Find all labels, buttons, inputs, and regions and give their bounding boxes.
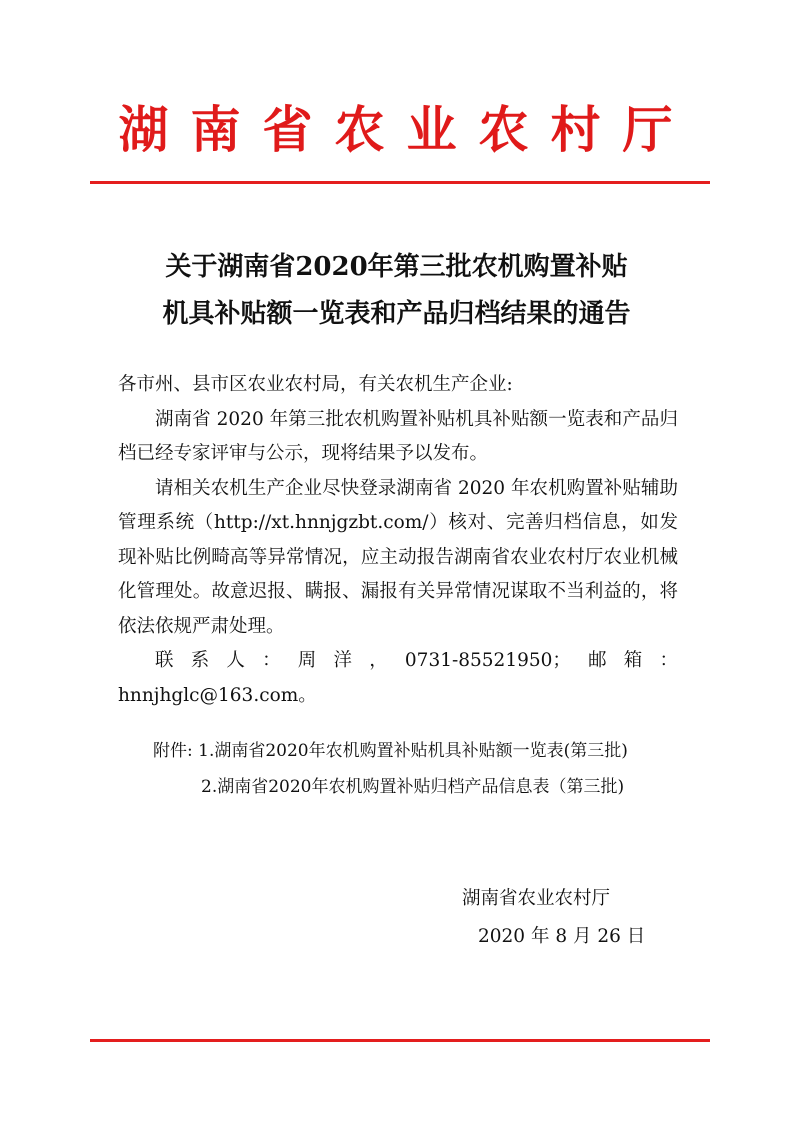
footer-red-rule <box>90 1039 710 1042</box>
contact-paragraph: 联系人：周洋，0731-85521950；邮箱：hnnjhglc@163.com。 <box>118 650 678 706</box>
header-red-rule <box>90 181 710 184</box>
notice-body <box>118 368 678 713</box>
salutation: 各市州、县市区农业农村局，有关农机生产企业: <box>118 374 513 395</box>
notice-title <box>0 244 793 338</box>
attachment-item <box>153 769 628 805</box>
attachments-label: 附件: <box>153 741 193 761</box>
body-paragraph: 湖南省 2020 年第三批农机购置补贴机具补贴额一览表和产品归档已经专家评审与公示，现将结果予以发布。 <box>118 408 678 464</box>
body-paragraph: 请相关农机生产企业尽快登录湖南省 2020 年农机购置补贴辅助管理系统（http://xt.hnnjgzbt.com/）核对、完善归档信息，如发现补贴比例畸高等异常情况，应主动报告湖南省农业农村厅农业机械化管理处。故意迟报、瞒报、漏报有关异常情况谋取不当利益的，将依法依规严肃处理。 <box>118 477 678 637</box>
attachment-2: 2.湖南省2020年农机购置补贴归档产品信息表（第三批) <box>201 777 625 797</box>
attachments-list <box>153 733 628 805</box>
issuing-authority-header: 湖南省农业农村厅 <box>118 100 695 159</box>
attachment-item <box>153 733 628 769</box>
signature-block <box>462 880 645 956</box>
title-line-1: 关于湖南省2020年第三批农机购置补贴 <box>165 252 628 282</box>
signature-date: 2020 年 8 月 26 日 <box>478 926 646 947</box>
attachment-1: 1.湖南省2020年农机购置补贴机具补贴额一览表(第三批) <box>198 741 628 761</box>
signature-org: 湖南省农业农村厅 <box>462 888 611 909</box>
title-line-2: 机具补贴额一览表和产品归档结果的通告 <box>162 299 631 329</box>
